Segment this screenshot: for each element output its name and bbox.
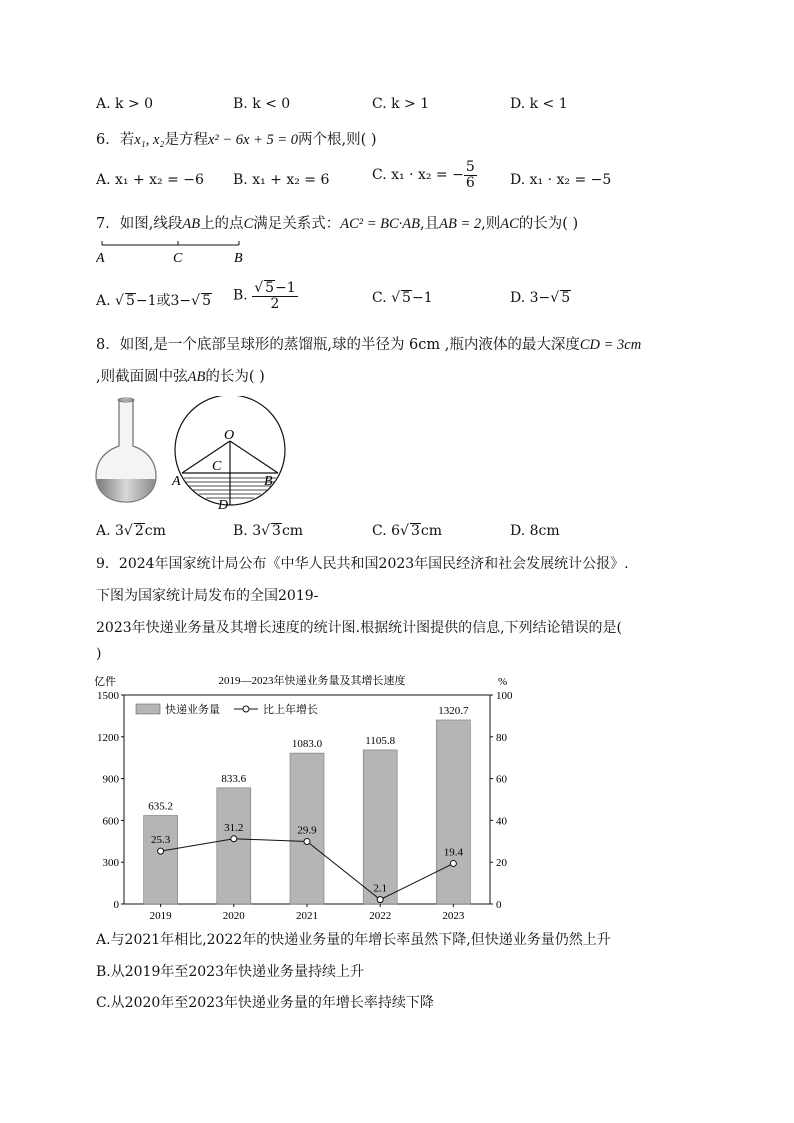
q9-stem-line2: 下图为国家统计局发布的全国2019- [96,588,319,604]
label-c: C [173,251,183,266]
q9-option-c: C.从2020年至2023年快递业务量的年增长率持续下降 [96,995,434,1011]
x-tick-label: 2023 [442,910,465,922]
x-tick-label: 2019 [149,910,172,922]
q8-option-b: B. 3√ 3cm [233,523,304,539]
bar-value-label: 635.2 [148,800,173,813]
left-unit-label: 亿件 [94,676,116,688]
radius-ob [230,441,278,473]
y-left-tick-label: 1200 [97,731,119,744]
q6-stem: 6．若x₁, x₂是方程x² − 6x + 5 = 0两个根,则( ) [96,132,377,148]
growth-point [377,897,383,903]
radius-oa [182,441,230,473]
q7-stem: 7．如图,线段AB上的点C满足关系式：AC² = BC·AB,且AB = 2,则AC的长为( ) [96,216,579,232]
y-left-tick-label: 0 [113,899,119,911]
q7-option-a: A. √ 5−1或3−√ 5 [96,293,211,309]
q5-option-a: A. k > 0 [96,96,154,112]
q9-stem-line3: 2023年快递业务量及其增长速度的统计图.根据统计图提供的信息,下列结论错误的是( [96,620,622,636]
label-d: D [218,498,229,513]
q6-option-b: B. x₁ + x₂ = 6 [233,172,330,188]
flask-figure [92,396,162,508]
growth-point [450,860,456,866]
q8-option-c: C. 6√ 3cm [372,523,442,539]
express-volume-chart [88,668,528,924]
q8-stem-line2: ,则截面圆中弦AB的长为( ) [96,369,265,385]
legend [136,702,318,716]
q9-stem-line1: 9．2024年国家统计局公布《中华人民共和国2023年国民经济和社会发展统计公报》. [96,556,629,572]
growth-value-label: 25.3 [150,834,171,847]
y-right-tick-label: 40 [496,815,507,828]
q6-option-c: C. x₁ · x₂ = − $\frac{5}{6}$ [372,159,475,191]
bar-value-label: 1083.0 [291,738,323,751]
q8-option-d: D. 8cm [510,523,560,539]
growth-value-label: 31.2 [224,821,244,834]
growth-value-label: 29.9 [297,824,317,837]
y-right-tick-label: 100 [496,690,513,702]
y-left-tick-label: 900 [102,773,119,786]
q5-option-c: C. k > 1 [372,96,430,112]
x-tick-label: 2021 [296,910,318,922]
q9-option-a: A.与2021年相比,2022年的快递业务量的年增长率虽然下降,但快递业务量仍然上升 [96,932,611,948]
q5-option-b: B. k < 0 [233,96,291,112]
bar-value-label: 1105.8 [365,734,396,747]
q9-option-b: B.从2019年至2023年快递业务量持续上升 [96,964,364,980]
q8-option-a: A. 3√ 2cm [96,523,166,539]
growth-point [304,839,310,845]
x-tick-label: 2022 [369,910,392,922]
bar [363,750,397,904]
q5-option-d: D. k < 1 [510,96,568,112]
label-b: B [264,474,273,489]
bar [436,720,470,904]
q7-option-d: D. 3−√ 5 [510,290,571,306]
q7-option-b: B. $\frac{√ 5-1}{2}$ [233,280,296,312]
circle-diagram [166,396,294,516]
bar [144,815,178,904]
growth-point [231,836,237,842]
bar-value-label: 1320.7 [438,704,469,717]
q6-option-d: D. x₁ · x₂ = −5 [510,172,612,188]
y-left-tick-label: 300 [102,857,119,870]
legend-bar-label: 快递业务量 [165,704,220,716]
fraction: $\frac{√ 5-1}{2}$ [254,280,296,312]
q7-option-c: C. √ 5−1 [372,290,433,306]
growth-value-label: 2.1 [373,882,388,895]
flask-liquid [97,479,155,501]
q7-segment-figure [96,236,256,268]
label-o: O [224,428,235,443]
bar-value-label: 833.6 [221,772,247,785]
q9-stem-line4: ) [96,646,102,662]
y-right-tick-label: 60 [496,773,507,786]
legend-line-marker [243,706,249,712]
label-b: B [234,251,243,266]
y-right-tick-label: 0 [496,899,502,911]
q8-stem-line1: 8．如图,是一个底部呈球形的蒸馏瓶,球的半径为 6cm ,瓶内液体的最大深度CD = 3cm [96,337,642,353]
growth-point [158,848,164,854]
legend-bar-swatch [136,704,160,714]
label-a: A [172,474,181,489]
x-tick-label: 2020 [222,910,245,922]
y-right-tick-label: 80 [496,731,507,744]
label-c: C [212,459,222,474]
right-unit-label: % [498,676,508,688]
chart-title: 2019—2023年快递业务量及其增长速度 [218,675,406,687]
fraction: $\frac{5}{6}$ [465,159,475,191]
legend-line-label: 比上年增长 [263,704,318,716]
y-left-tick-label: 600 [102,815,119,828]
y-right-tick-label: 20 [496,857,507,870]
q6-option-a: A. x₁ + x₂ = −6 [96,172,204,188]
label-a: A [96,251,105,266]
growth-value-label: 19.4 [443,846,464,859]
y-left-tick-label: 1500 [97,690,119,702]
bar [217,788,251,904]
